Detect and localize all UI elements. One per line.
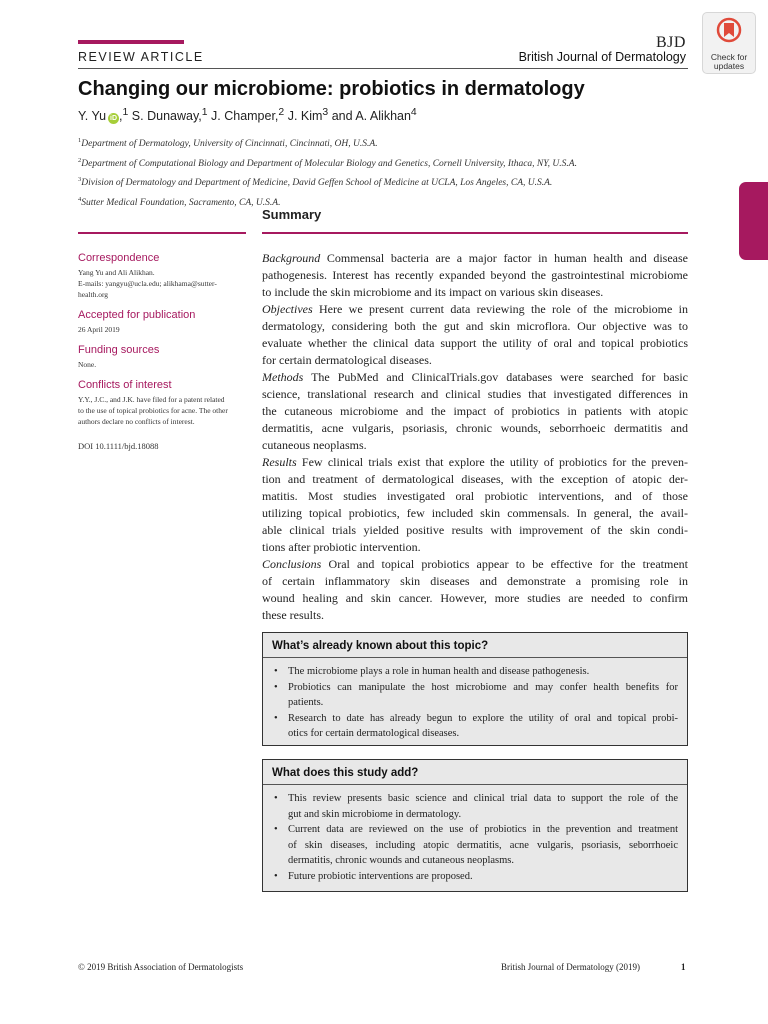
abstract-section-label: Methods bbox=[262, 370, 304, 384]
author-affil-number: 2 bbox=[278, 107, 285, 118]
abstract-text: science, translational research and clinical studies that investigated differences in bbox=[262, 387, 688, 401]
funding-heading: Funding sources bbox=[78, 344, 160, 356]
abstract-text: for certain dermatological diseases. bbox=[262, 353, 432, 367]
bullet-item bbox=[272, 711, 678, 742]
bullet-text: of skin diseases, including atopic dermatitis, acne vulgaris, psoriasis, seborrhoeic bbox=[288, 839, 678, 851]
journal-logo: BJD bbox=[656, 34, 686, 51]
author-name: and A. Alikhan bbox=[328, 109, 411, 124]
bookmark-icon bbox=[716, 17, 742, 47]
doi-link[interactable]: DOI 10.1111/bjd.18088 bbox=[78, 441, 159, 451]
abstract-line bbox=[262, 403, 688, 420]
affiliations bbox=[78, 133, 577, 212]
bullet-text: • This review presents basic science and clinical trial data to support the role of the bbox=[288, 793, 678, 804]
affil-number: 3 bbox=[78, 176, 82, 184]
bullet-text: otics for certain dermatological diseases. bbox=[288, 728, 460, 739]
author-name: J. Kim bbox=[284, 109, 323, 124]
bullet-text: • Future probiotic interventions are proposed. bbox=[288, 870, 473, 882]
abstract-text: dermatology, considering both the gut and skin microflora. Our objective was to bbox=[262, 319, 688, 333]
abstract-text: Commensal bacteria are a major factor in human health and disease bbox=[326, 251, 689, 265]
abstract-text: utilizing topical probiotics, few included skin commensals. In general, the avail- bbox=[262, 506, 688, 520]
check-for-updates-button[interactable] bbox=[702, 12, 756, 74]
footer-journal: British Journal of Dermatology (2019) bbox=[501, 962, 640, 972]
affil-number: 4 bbox=[78, 195, 82, 203]
affil-text: Department of Dermatology, University of Cincinnati, Cincinnati, OH, U.S.A. bbox=[81, 139, 378, 150]
journal-name: British Journal of Dermatology bbox=[518, 50, 686, 64]
conflicts-heading: Conflicts of interest bbox=[78, 379, 172, 391]
abstract-text: able clinical trials yielded positive results with improvement of the skin condi- bbox=[262, 523, 688, 537]
author-affil-number: 3 bbox=[322, 107, 329, 118]
abstract-text: The PubMed and ClinicalTrials.gov databases were searched for basic bbox=[311, 370, 688, 384]
abstract-line bbox=[262, 539, 688, 556]
bullet-text: dermatitis, chronic wounds and cutaneous neoplasms. bbox=[288, 855, 514, 866]
abstract-line bbox=[262, 318, 688, 335]
bullet-item bbox=[272, 822, 678, 869]
copyright-notice: © 2019 British Association of Dermatologists bbox=[78, 962, 244, 972]
summary-divider bbox=[262, 232, 688, 234]
known-topic-list bbox=[263, 658, 687, 742]
abstract-line bbox=[262, 573, 688, 590]
affiliation-line bbox=[78, 133, 577, 153]
abstract-text: dermatitis, acne vulgaris, psoriasis, chronic wounds, seborrhoeic dermatitis and bbox=[262, 421, 688, 435]
study-adds-list bbox=[263, 785, 687, 884]
abstract-text: matitis. Most studies investigated oral probiotic interventions, and of those bbox=[262, 489, 688, 503]
abstract-text: tions after probiotic intervention. bbox=[262, 540, 421, 554]
abstract-line bbox=[262, 386, 688, 403]
author-affil-number: 1 bbox=[201, 107, 208, 118]
abstract-section-label: Conclusions bbox=[262, 557, 322, 571]
author-affil-number: 1 bbox=[122, 107, 129, 118]
abstract-section-label: Objectives bbox=[262, 302, 313, 316]
abstract-line bbox=[262, 522, 688, 539]
abstract-text: pathogenesis. Interest has recently expanded beyond the gastrointestinal microbiome bbox=[262, 268, 688, 282]
orcid-icon: iD bbox=[110, 115, 118, 123]
bullet-text: gut and skin microbiome in dermatology. bbox=[288, 808, 462, 820]
article-title: Changing our microbiome: probiotics in dermatology bbox=[78, 78, 585, 100]
affil-text: Sutter Medical Foundation, Sacramento, CA, U.S.A. bbox=[81, 198, 281, 209]
abstract-section-label: Background bbox=[262, 251, 321, 265]
correspondence-text: Yang Yu and Ali Alikhan. E-mails: yangyu@ucla.edu; alikhama@sutter- health.org bbox=[78, 268, 217, 299]
bullet-item bbox=[272, 791, 678, 822]
affil-number: 1 bbox=[78, 137, 82, 144]
abstract-line bbox=[262, 267, 688, 284]
bullet-text: • Probiotics can manipulate the host microbiome and may confer health benefits for bbox=[288, 681, 678, 693]
abstract-text: of certain inflammatory skin diseases and demonstrate a promising role in bbox=[262, 574, 688, 588]
abstract-text: evaluate whether the clinical data support the utility of oral and topical probiotics bbox=[262, 336, 688, 350]
bullet-text: • Research to date has already begun to explore the utility of oral and topical probi- bbox=[288, 712, 678, 724]
author-name: J. Champer, bbox=[207, 109, 279, 124]
abstract-text: the cutaneous microbiome and the impact of probiotics in patients with atopic bbox=[262, 404, 688, 418]
affiliation-line bbox=[78, 153, 577, 173]
affil-text: Department of Computational Biology and Department of Molecular Biology and Genetics, Cornell University, Ithaca, NY, U.S.A. bbox=[81, 158, 577, 169]
abstract-line bbox=[262, 420, 688, 437]
side-tab-marker bbox=[739, 182, 768, 260]
check-badge-label: Check for updates bbox=[710, 52, 748, 71]
abstract-line bbox=[262, 488, 688, 505]
known-topic-title: What’s already known about this topic? bbox=[263, 633, 687, 658]
abstract-line bbox=[262, 471, 688, 488]
study-adds-box bbox=[262, 759, 688, 892]
abstract-line bbox=[262, 335, 688, 352]
page-number: 1 bbox=[681, 962, 686, 972]
summary-abstract bbox=[262, 250, 688, 624]
abstract-text: to include the skin microbiome and its impact on various skin diseases. bbox=[262, 285, 604, 299]
abstract-text: wound healing and skin cancer. However, more studies are needed to confirm bbox=[262, 591, 688, 605]
abstract-line bbox=[262, 437, 688, 454]
bullet-text: • Current data are reviewed on the use of probiotics in the prevention and treatment bbox=[288, 824, 678, 835]
abstract-text: cutaneous neoplasms. bbox=[262, 438, 367, 452]
abstract-line bbox=[262, 607, 688, 624]
abstract-line bbox=[262, 352, 688, 369]
author-name: Y. Yu bbox=[78, 109, 107, 124]
abstract-text: Here we present current data reviewing the role of the microbiome in bbox=[319, 302, 689, 316]
conflicts-text: Y.Y., J.C., and J.K. have filed for a patent related to the use of topical probiotics for acne. The other authors declare no conflicts of interest. bbox=[78, 395, 228, 426]
header-divider bbox=[78, 68, 688, 69]
article-info-sidebar bbox=[78, 252, 246, 451]
affiliation-line bbox=[78, 172, 577, 192]
abstract-line bbox=[262, 505, 688, 522]
bullet-item bbox=[272, 664, 678, 680]
abstract-text: Oral and topical probiotics appear to be effective for the treatment bbox=[328, 557, 688, 571]
author-name: S. Dunaway, bbox=[128, 109, 202, 124]
abstract-line bbox=[262, 284, 688, 301]
accepted-heading: Accepted for publication bbox=[78, 309, 196, 321]
bullet-text: • The microbiome plays a role in human health and disease pathogenesis. bbox=[288, 666, 590, 677]
bullet-item bbox=[272, 869, 678, 885]
author-list: Y. Yu iD ,$^1$ S. Dunaway,$^1$ J. Champer,$^2$ J. Kim$^3$ and A. Alikhan$^4$ bbox=[78, 107, 417, 124]
summary-heading: Summary bbox=[262, 207, 322, 222]
abstract-text: Few clinical trials exist that explore the utility of probiotics for the preven- bbox=[301, 455, 689, 469]
correspondence-heading: Correspondence bbox=[78, 252, 160, 264]
sidebar-divider bbox=[78, 232, 246, 234]
affiliation-line bbox=[78, 192, 577, 212]
funding-text: None. bbox=[78, 360, 97, 369]
affil-number: 2 bbox=[78, 156, 82, 164]
abstract-line bbox=[262, 250, 688, 267]
abstract-line bbox=[262, 556, 688, 573]
abstract-line bbox=[262, 301, 688, 318]
abstract-text: tion and treatment of dermatological diseases, with the exception of atopic der- bbox=[262, 472, 688, 486]
author-affil-number: 4 bbox=[410, 107, 417, 118]
abstract-line bbox=[262, 590, 688, 607]
known-topic-box bbox=[262, 632, 688, 746]
affil-text: Division of Dermatology and Department of Medicine, David Geffen School of Medicine at UCLA, Los Angeles, CA, U.S.A. bbox=[81, 178, 553, 189]
accepted-date: 26 April 2019 bbox=[78, 325, 120, 334]
section-label: REVIEW ARTICLE bbox=[78, 50, 204, 64]
abstract-line bbox=[262, 454, 688, 471]
study-adds-title: What does this study add? bbox=[263, 760, 687, 785]
abstract-line bbox=[262, 369, 688, 386]
section-accent-bar bbox=[78, 40, 184, 44]
bullet-item bbox=[272, 680, 678, 711]
bullet-text: patients. bbox=[288, 697, 324, 708]
abstract-text: these results. bbox=[262, 608, 324, 622]
abstract-section-label: Results bbox=[262, 455, 297, 469]
